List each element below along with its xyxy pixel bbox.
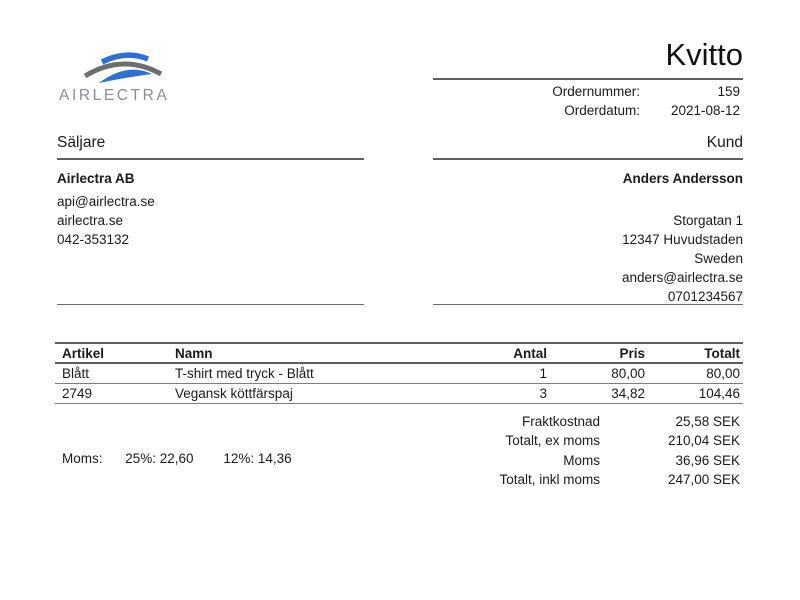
item-artikel: Blått — [55, 363, 173, 384]
order-fields — [433, 82, 743, 120]
title-divider — [433, 78, 743, 80]
total-ex-vat-value: 210,04 SEK — [667, 433, 740, 449]
vat-breakdown-label: Moms: — [62, 451, 103, 466]
item-pris: 34,82 — [550, 384, 648, 404]
customer-street: Storgatan 1 — [673, 213, 743, 228]
customer-postal-city: 12347 Huvudstaden — [622, 232, 743, 247]
customer-blank-line — [433, 192, 743, 211]
item-antal: 1 — [430, 363, 550, 384]
seller-section — [57, 133, 364, 305]
shipping-cost-row — [433, 412, 743, 431]
total-ex-vat-row — [433, 431, 743, 450]
page-title: Kvitto — [665, 37, 743, 72]
customer-name: Anders Andersson — [622, 171, 743, 186]
column-header-totalt: Totalt — [648, 343, 743, 363]
customer-heading: Kund — [433, 133, 743, 160]
vat-breakdown-12: 12%: 14,36 — [223, 451, 292, 466]
order-number-value: 159 — [717, 84, 740, 99]
item-artikel: 2749 — [55, 384, 173, 404]
order-number-row — [433, 82, 743, 101]
table-row — [55, 384, 743, 404]
items-table — [55, 342, 743, 404]
customer-details — [433, 192, 743, 306]
total-inc-vat-row — [433, 470, 743, 489]
column-header-pris: Pris — [550, 343, 648, 363]
column-header-namn: Namn — [173, 343, 430, 363]
customer-phone: 0701234567 — [667, 289, 743, 304]
order-number-label: Ordernummer: — [552, 84, 640, 99]
seller-phone: 042-353132 — [57, 232, 130, 247]
title-block — [433, 38, 743, 120]
column-header-artikel: Artikel — [55, 343, 173, 363]
item-namn: Vegansk köttfärspaj — [173, 384, 430, 404]
logo-brand-text: AIRLECTRA — [59, 87, 170, 104]
vat-row — [433, 451, 743, 470]
order-date-label: Orderdatum: — [564, 103, 640, 118]
table-row — [55, 363, 743, 384]
logo-top-arc-icon — [102, 55, 148, 62]
seller-website: airlectra.se — [57, 213, 124, 228]
order-date-row — [433, 101, 743, 120]
seller-name: Airlectra AB — [57, 171, 135, 186]
total-inc-vat-value: 247,00 SEK — [667, 472, 740, 488]
item-antal: 3 — [430, 384, 550, 404]
customer-section — [433, 133, 743, 305]
items-header-row — [55, 343, 743, 363]
vat-label: Moms — [563, 452, 600, 468]
customer-country: Sweden — [694, 251, 743, 266]
vat-value: 36,96 SEK — [675, 452, 740, 468]
seller-details — [57, 192, 364, 249]
item-namn: T-shirt med tryck - Blått — [173, 363, 430, 384]
item-pris: 80,00 — [550, 363, 648, 384]
vat-breakdown — [62, 449, 292, 468]
seller-heading: Säljare — [57, 133, 364, 160]
vat-breakdown-25: 25%: 22,60 — [125, 451, 194, 466]
seller-email: api@airlectra.se — [57, 194, 155, 209]
total-inc-vat-label: Totalt, inkl moms — [499, 472, 600, 488]
order-date-value: 2021-08-12 — [670, 103, 740, 118]
customer-email: anders@airlectra.se — [621, 270, 743, 285]
totals-section — [433, 412, 743, 490]
column-header-antal: Antal — [430, 343, 550, 363]
shipping-cost-label: Fraktkostnad — [521, 414, 600, 429]
total-ex-vat-label: Totalt, ex moms — [505, 433, 600, 449]
logo-bottom-arc-icon — [99, 70, 152, 83]
item-totalt: 80,00 — [648, 363, 743, 384]
item-totalt: 104,46 — [648, 384, 743, 404]
shipping-cost-value: 25,58 SEK — [675, 414, 740, 429]
airlectra-logo — [57, 46, 187, 106]
